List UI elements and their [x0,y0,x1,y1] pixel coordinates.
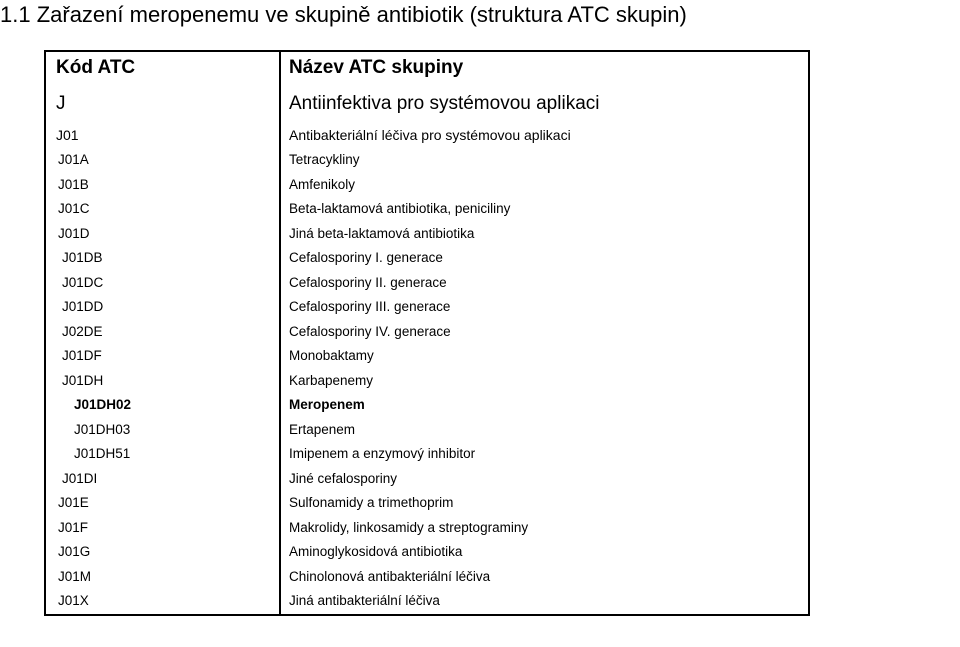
atc-name: Karbapenemy [289,373,374,388]
atc-name: Antiinfektiva pro systémovou aplikaci [289,93,600,114]
atc-name: Antibakteriální léčiva pro systémovou aplikaci [289,127,571,143]
atc-name-highlighted: Meropenem [289,397,365,412]
atc-code: J01X [58,593,89,608]
atc-name: Jiné cefalosporiny [289,471,398,486]
atc-code: J01B [58,177,89,192]
atc-code: J01DB [62,250,103,265]
atc-code: J01F [58,520,89,535]
atc-name: Monobaktamy [289,348,374,363]
column-header-name: Název ATC skupiny [289,57,464,78]
atc-code: J01C [58,201,90,216]
atc-code: J01DC [62,275,104,290]
atc-name-column [281,52,808,614]
atc-name: Cefalosporiny I. generace [289,250,443,265]
atc-code: J01E [58,495,89,510]
atc-table [44,50,810,616]
atc-name: Amfenikoly [289,177,356,192]
atc-name: Jiná antibakteriální léčiva [289,593,440,608]
atc-code: J01DH51 [74,446,131,461]
atc-name: Cefalosporiny II. generace [289,275,447,290]
atc-code: J02DE [62,324,103,339]
atc-code: J01DI [62,471,98,486]
atc-code: J01D [58,226,90,241]
atc-name: Aminoglykosidová antibiotika [289,544,463,559]
atc-name: Beta-laktamová antibiotika, peniciliny [289,201,511,216]
atc-code: J [56,93,66,114]
atc-code: J01M [58,569,92,584]
atc-name: Makrolidy, linkosamidy a streptograminy [289,520,529,535]
page-title: 1.1 Zařazení meropenemu ve skupině antibiotik (struktura ATC skupin) [0,2,687,27]
atc-code: J01DF [62,348,102,363]
atc-code: J01A [58,152,89,167]
atc-code: J01 [56,127,79,143]
atc-name: Sulfonamidy a trimethoprim [289,495,454,510]
atc-name: Chinolonová antibakteriální léčiva [289,569,491,584]
atc-code: J01DD [62,299,104,314]
atc-name: Tetracykliny [289,152,360,167]
column-header-code: Kód ATC [56,57,136,78]
atc-name: Cefalosporiny III. generace [289,299,451,314]
atc-name: Imipenem a enzymový inhibitor [289,446,476,461]
atc-name: Jiná beta-laktamová antibiotika [289,226,475,241]
atc-code: J01G [58,544,91,559]
atc-code: J01DH03 [74,422,131,437]
atc-code-highlighted: J01DH02 [74,397,132,412]
atc-name: Cefalosporiny IV. generace [289,324,451,339]
atc-code-column [46,52,281,614]
atc-code: J01DH [62,373,104,388]
atc-name: Ertapenem [289,422,356,437]
